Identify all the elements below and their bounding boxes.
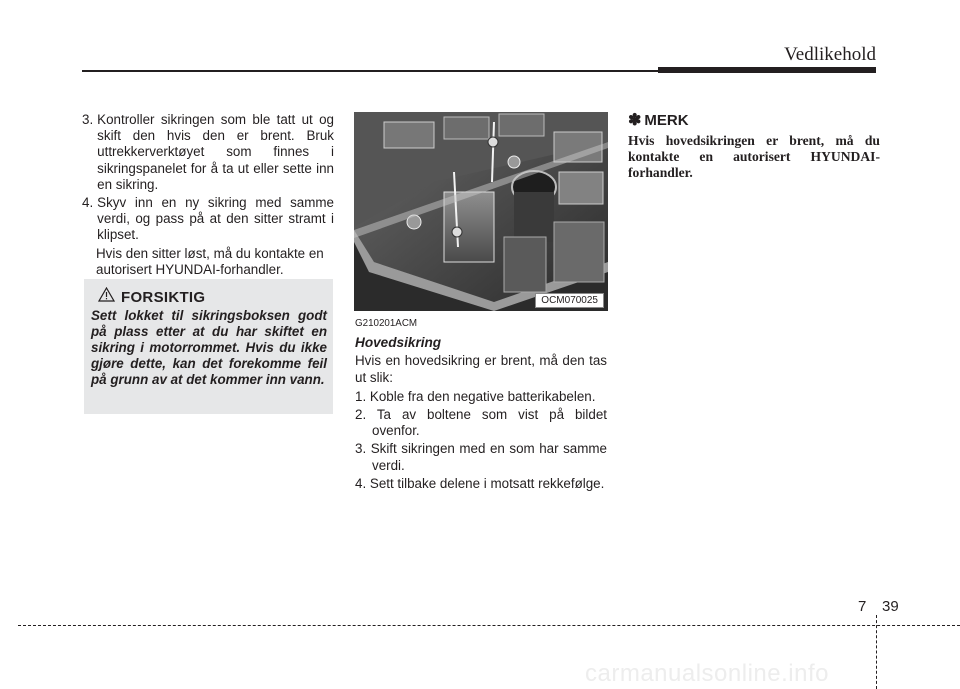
step-item: 2. Ta av boltene som vist på bildet ovenfor. [355, 407, 607, 439]
section-code: G210201ACM [355, 318, 418, 329]
left-column [82, 112, 334, 278]
watermark: carmanualsonline.info [585, 660, 829, 687]
list-item-number: 3. [82, 112, 94, 127]
list-item-number: 4. [82, 195, 94, 211]
page-header-title: Vedlikehold [784, 44, 876, 65]
middle-column [355, 316, 607, 494]
footer-divider [876, 615, 877, 689]
caution-body: Sett lokket til sikringsboksen godt på plass etter at du har skiftet en sikring i motorrommet. Hvis du ikke gjøre dette, kan det forekomme feil på grunn av at det kommer inn vann. [91, 308, 327, 387]
list-item [82, 195, 334, 244]
note-body: Hvis hovedsikringen er brent, må du kontakte en autorisert HYUNDAI-forhandler. [628, 133, 880, 180]
list-item [82, 112, 334, 193]
caution-header [98, 287, 205, 307]
header-rule [82, 70, 660, 72]
note-title: MERK [644, 111, 689, 129]
fuse-box-illustration [354, 112, 608, 311]
step-item: 3. Skift sikringen med en som har samme verdi. [355, 441, 607, 473]
header-rule-bold [658, 67, 876, 73]
intro-paragraph: Hvis en hovedsikring er brent, må den tas ut slik: [355, 353, 607, 385]
section-subheading: Hovedsikring [355, 335, 442, 351]
fuse-box-photo [354, 112, 608, 311]
figure-caption: OCM070025 [535, 293, 604, 308]
footer-rule [18, 625, 960, 626]
step-item: 4. Sett tilbake delene i motsatt rekkefølge. [355, 475, 605, 491]
warning-triangle-icon [98, 287, 115, 307]
caution-box [84, 279, 333, 414]
step-item: 1. Koble fra den negative batterikabelen. [355, 388, 596, 404]
list-item-text: Kontroller sikringen som ble tatt ut og skift den hvis den er brent. Bruk uttrekkerverktøyet som finnes i sikringspanelet for å ta ut eller sette inn en sikring. [97, 112, 334, 192]
caution-title: FORSIKTIG [121, 288, 206, 306]
list-item-text: Skyv inn en ny sikring med samme verdi, og pass på at den sitter stramt i klipset. [97, 195, 334, 243]
note-header [628, 110, 880, 130]
page-number: 39 [882, 598, 899, 615]
note-paragraph: Hvis den sitter løst, må du kontakte en autorisert HYUNDAI-forhandler. [96, 245, 324, 277]
asterisk-icon: ✽ [628, 112, 642, 129]
section-number: 7 [858, 598, 867, 615]
note-box [628, 110, 880, 181]
